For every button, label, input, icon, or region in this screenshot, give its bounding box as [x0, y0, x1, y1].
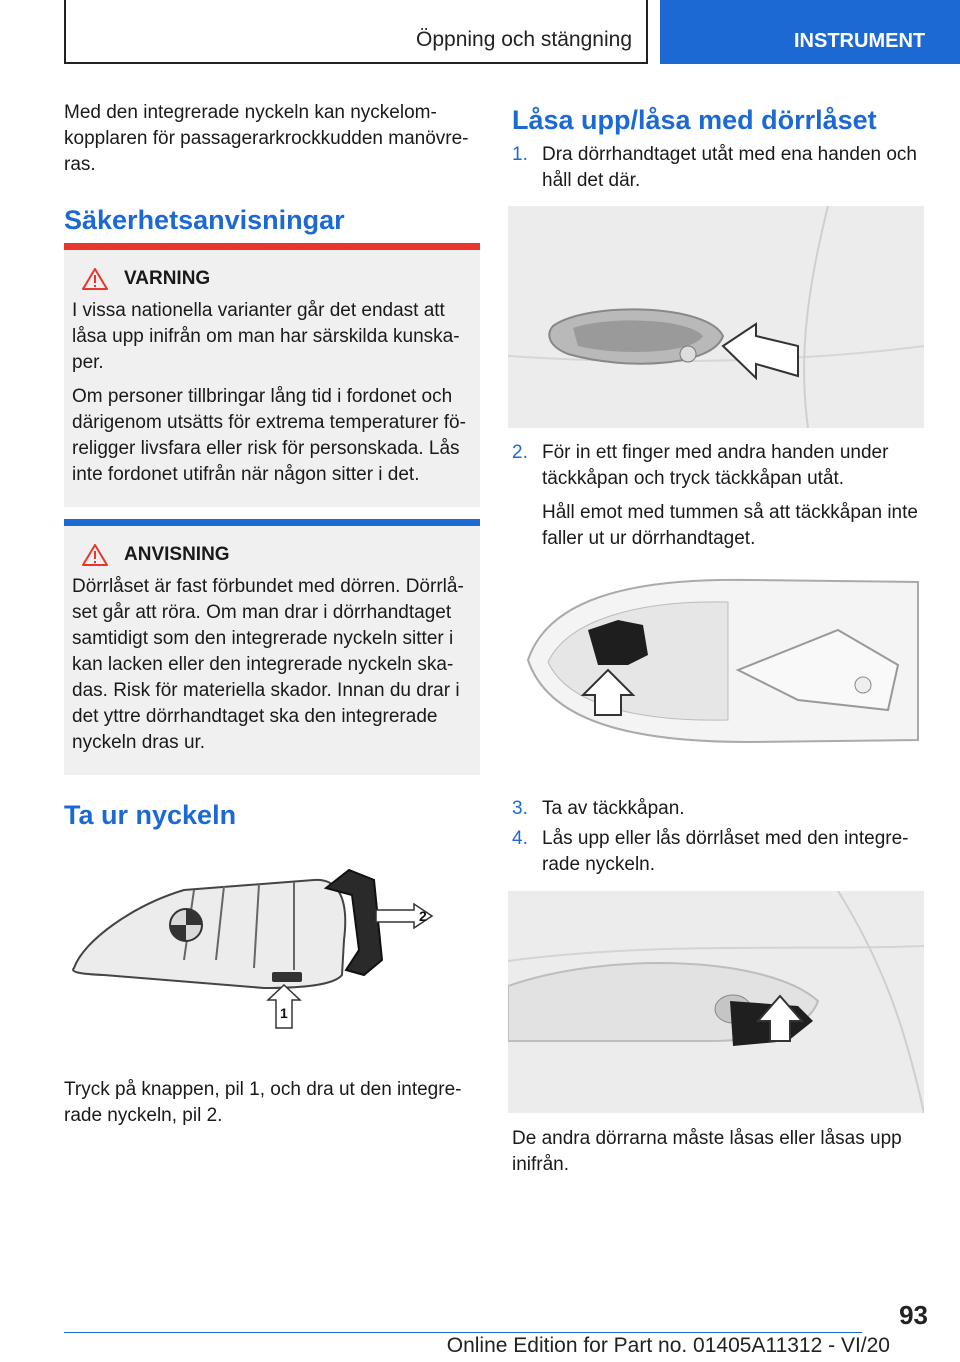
lock-heading: Låsa upp/låsa med dörrlåset [512, 105, 877, 135]
cover-cap-photo [508, 570, 924, 750]
notice-box [64, 519, 480, 775]
arrow-label-2: 2 [419, 908, 427, 924]
key-removal-illustration [64, 850, 480, 1050]
warning-paragraph-1: I vissa nationella varianter går det endast att låsa upp inifrån om man har särskilda kunskaper. [72, 300, 460, 373]
warning-triangle-icon [82, 544, 108, 566]
warning-paragraph-2: Om personer tillbringar lång tid i fordonet och därigenom utsätts för extrema temperaturer föreligger livsfara eller risk för personskada. Lås inte fordonet utifrån när någon sitter i det. [72, 386, 466, 485]
step-text: Lås upp eller lås dörrlåset med den integrerade nyckeln. [542, 828, 909, 875]
warning-title: VARNING [124, 268, 211, 289]
step-3 [512, 796, 922, 822]
safety-heading: Säkerhetsanvisningar [64, 205, 345, 235]
chapter-tab[interactable]: INSTRUMENT [660, 0, 960, 64]
step-2 [512, 440, 922, 552]
step-number: 2. [512, 442, 528, 463]
step-4 [512, 826, 922, 878]
step-number: 4. [512, 828, 528, 849]
section-title: Öppning och stängning [416, 28, 632, 51]
step-text: Dra dörrhandtaget utåt med ena handen och håll det där. [542, 144, 917, 191]
remove-key-heading: Ta ur nyckeln [64, 800, 237, 830]
footer-divider [64, 1332, 862, 1333]
step-number: 1. [512, 144, 528, 165]
notice-header [82, 544, 472, 566]
step-text: Ta av täckkåpan. [542, 798, 685, 819]
step-1 [512, 142, 922, 194]
warning-box [64, 243, 480, 507]
header-box [64, 0, 648, 64]
closing-text: De andra dörrarna måste låsas eller låsas upp inifrån. [512, 1128, 902, 1175]
step-subtext: Håll emot med tummen så att täckkåpan inte faller ut ur dörrhandtaget. [542, 502, 918, 549]
key-in-lock-photo [508, 891, 924, 1113]
arrow-label-1: 1 [280, 1005, 288, 1021]
remove-key-text: Tryck på knappen, pil 1, och dra ut den integrerade nyckeln, pil 2. [64, 1079, 462, 1126]
intro-paragraph: Med den integrerade nyckeln kan nyckelomkopplaren för passagerarkrockkudden manövreras. [64, 102, 469, 175]
page-number: 93 [899, 1300, 928, 1330]
step-text: För in ett finger med andra handen under täckkåpan och tryck täckkåpan utåt. [542, 442, 889, 489]
notice-title: ANVISNING [124, 544, 230, 565]
warning-triangle-icon [82, 268, 108, 290]
notice-paragraph: Dörrlåset är fast förbundet med dörren. Dörrlåset går att röra. Om man drar i dörrhandtaget samtidigt som den integrerade nyckeln sitter i kan lacken eller den integrerade nyckeln skadas. Risk för materiella skador. Innan du drar i det yttre dörrhandtaget ska den integrerade nyckeln dras ur. [72, 576, 464, 753]
warning-header [82, 268, 472, 290]
door-handle-photo [508, 206, 924, 428]
footer-edition: Online Edition for Part no. 01405A11312 - VI/20 [446, 1334, 890, 1357]
step-number: 3. [512, 798, 528, 819]
